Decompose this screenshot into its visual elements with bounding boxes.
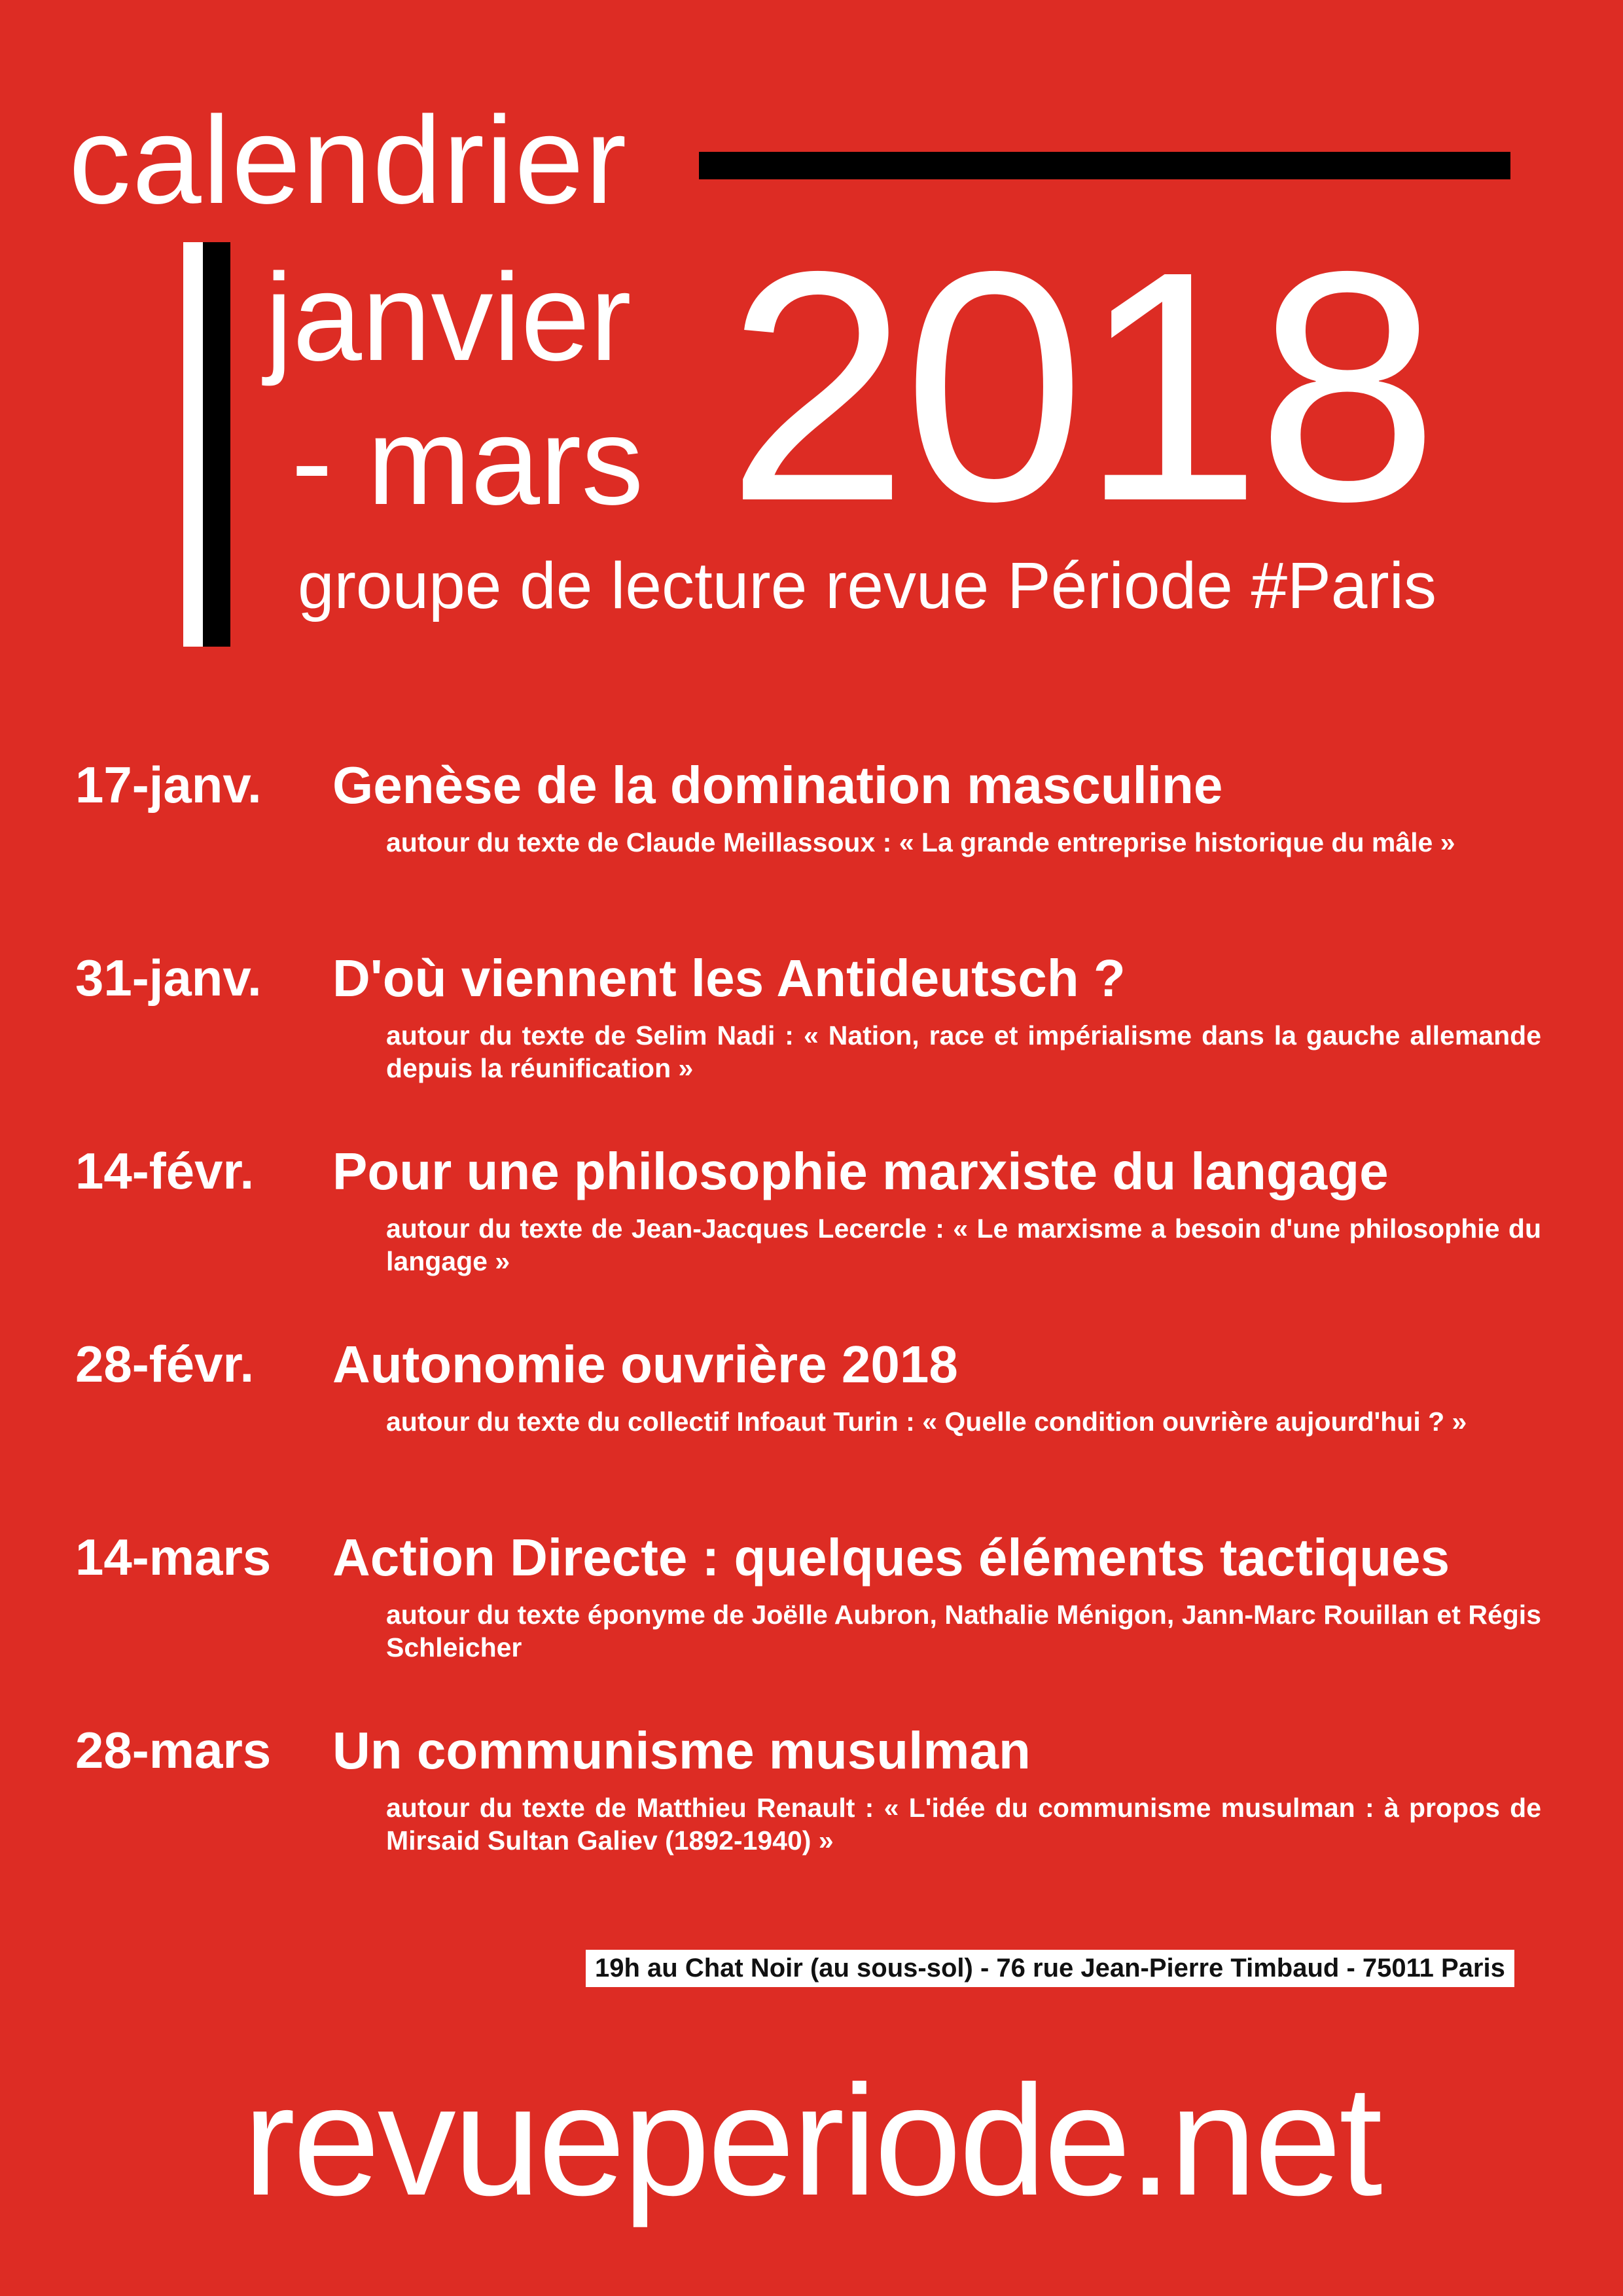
event-title: Action Directe : quelques éléments tactiques	[332, 1528, 1450, 1587]
vertical-bar-black	[203, 242, 230, 647]
event-date: 28-févr.	[75, 1335, 255, 1393]
year-title: 2018	[726, 203, 1434, 569]
event-description: autour du texte de Claude Meillassoux : « La grande entreprise historique du mâle »	[386, 827, 1455, 857]
event-date: 28-mars	[75, 1721, 272, 1779]
event-title: Autonomie ouvrière 2018	[332, 1335, 958, 1393]
month-range-end: - mars	[291, 392, 644, 531]
month-range-start: janvier	[265, 248, 632, 387]
header-rule	[699, 152, 1510, 179]
event-date: 14-févr.	[75, 1142, 255, 1200]
header-calendrier: calendrier	[69, 91, 628, 230]
event-description: autour du texte de Selim Nadi : « Nation, race et impérialisme dans la gauche allemande depuis la réunification »	[386, 1020, 1541, 1083]
event-date: 14-mars	[75, 1528, 272, 1586]
event-title: Un communisme musulman	[332, 1721, 1031, 1780]
event-description: autour du texte éponyme de Joëlle Aubron, Nathalie Ménigon, Jann-Marc Rouillan et Régis Schleicher	[386, 1600, 1541, 1662]
event-title: Genèse de la domination masculine	[332, 756, 1223, 814]
vertical-bar-white	[183, 242, 203, 647]
event-title: D'où viennent les Antideutsch ?	[332, 949, 1126, 1007]
venue-info: 19h au Chat Noir (au sous-sol) - 76 rue Jean-Pierre Timbaud - 75011 Paris	[586, 1950, 1514, 1987]
event-description: autour du texte de Matthieu Renault : « L'idée du communisme musulman : à propos de Mirsaid Sultan Galiev (1892-1940) »	[386, 1793, 1541, 1856]
event-description: autour du texte du collectif Infoaut Turin : « Quelle condition ouvrière aujourd'hui ? »	[386, 1407, 1467, 1437]
website-link[interactable]: revueperiode.net	[243, 2053, 1380, 2228]
event-date: 17-janv.	[75, 756, 262, 814]
event-title: Pour une philosophie marxiste du langage	[332, 1142, 1389, 1200]
subtitle: groupe de lecture revue Période #Paris	[298, 549, 1436, 622]
event-description: autour du texte de Jean-Jacques Lecercle : « Le marxisme a besoin d'une philosophie du langage »	[386, 1213, 1541, 1276]
event-date: 31-janv.	[75, 949, 262, 1007]
